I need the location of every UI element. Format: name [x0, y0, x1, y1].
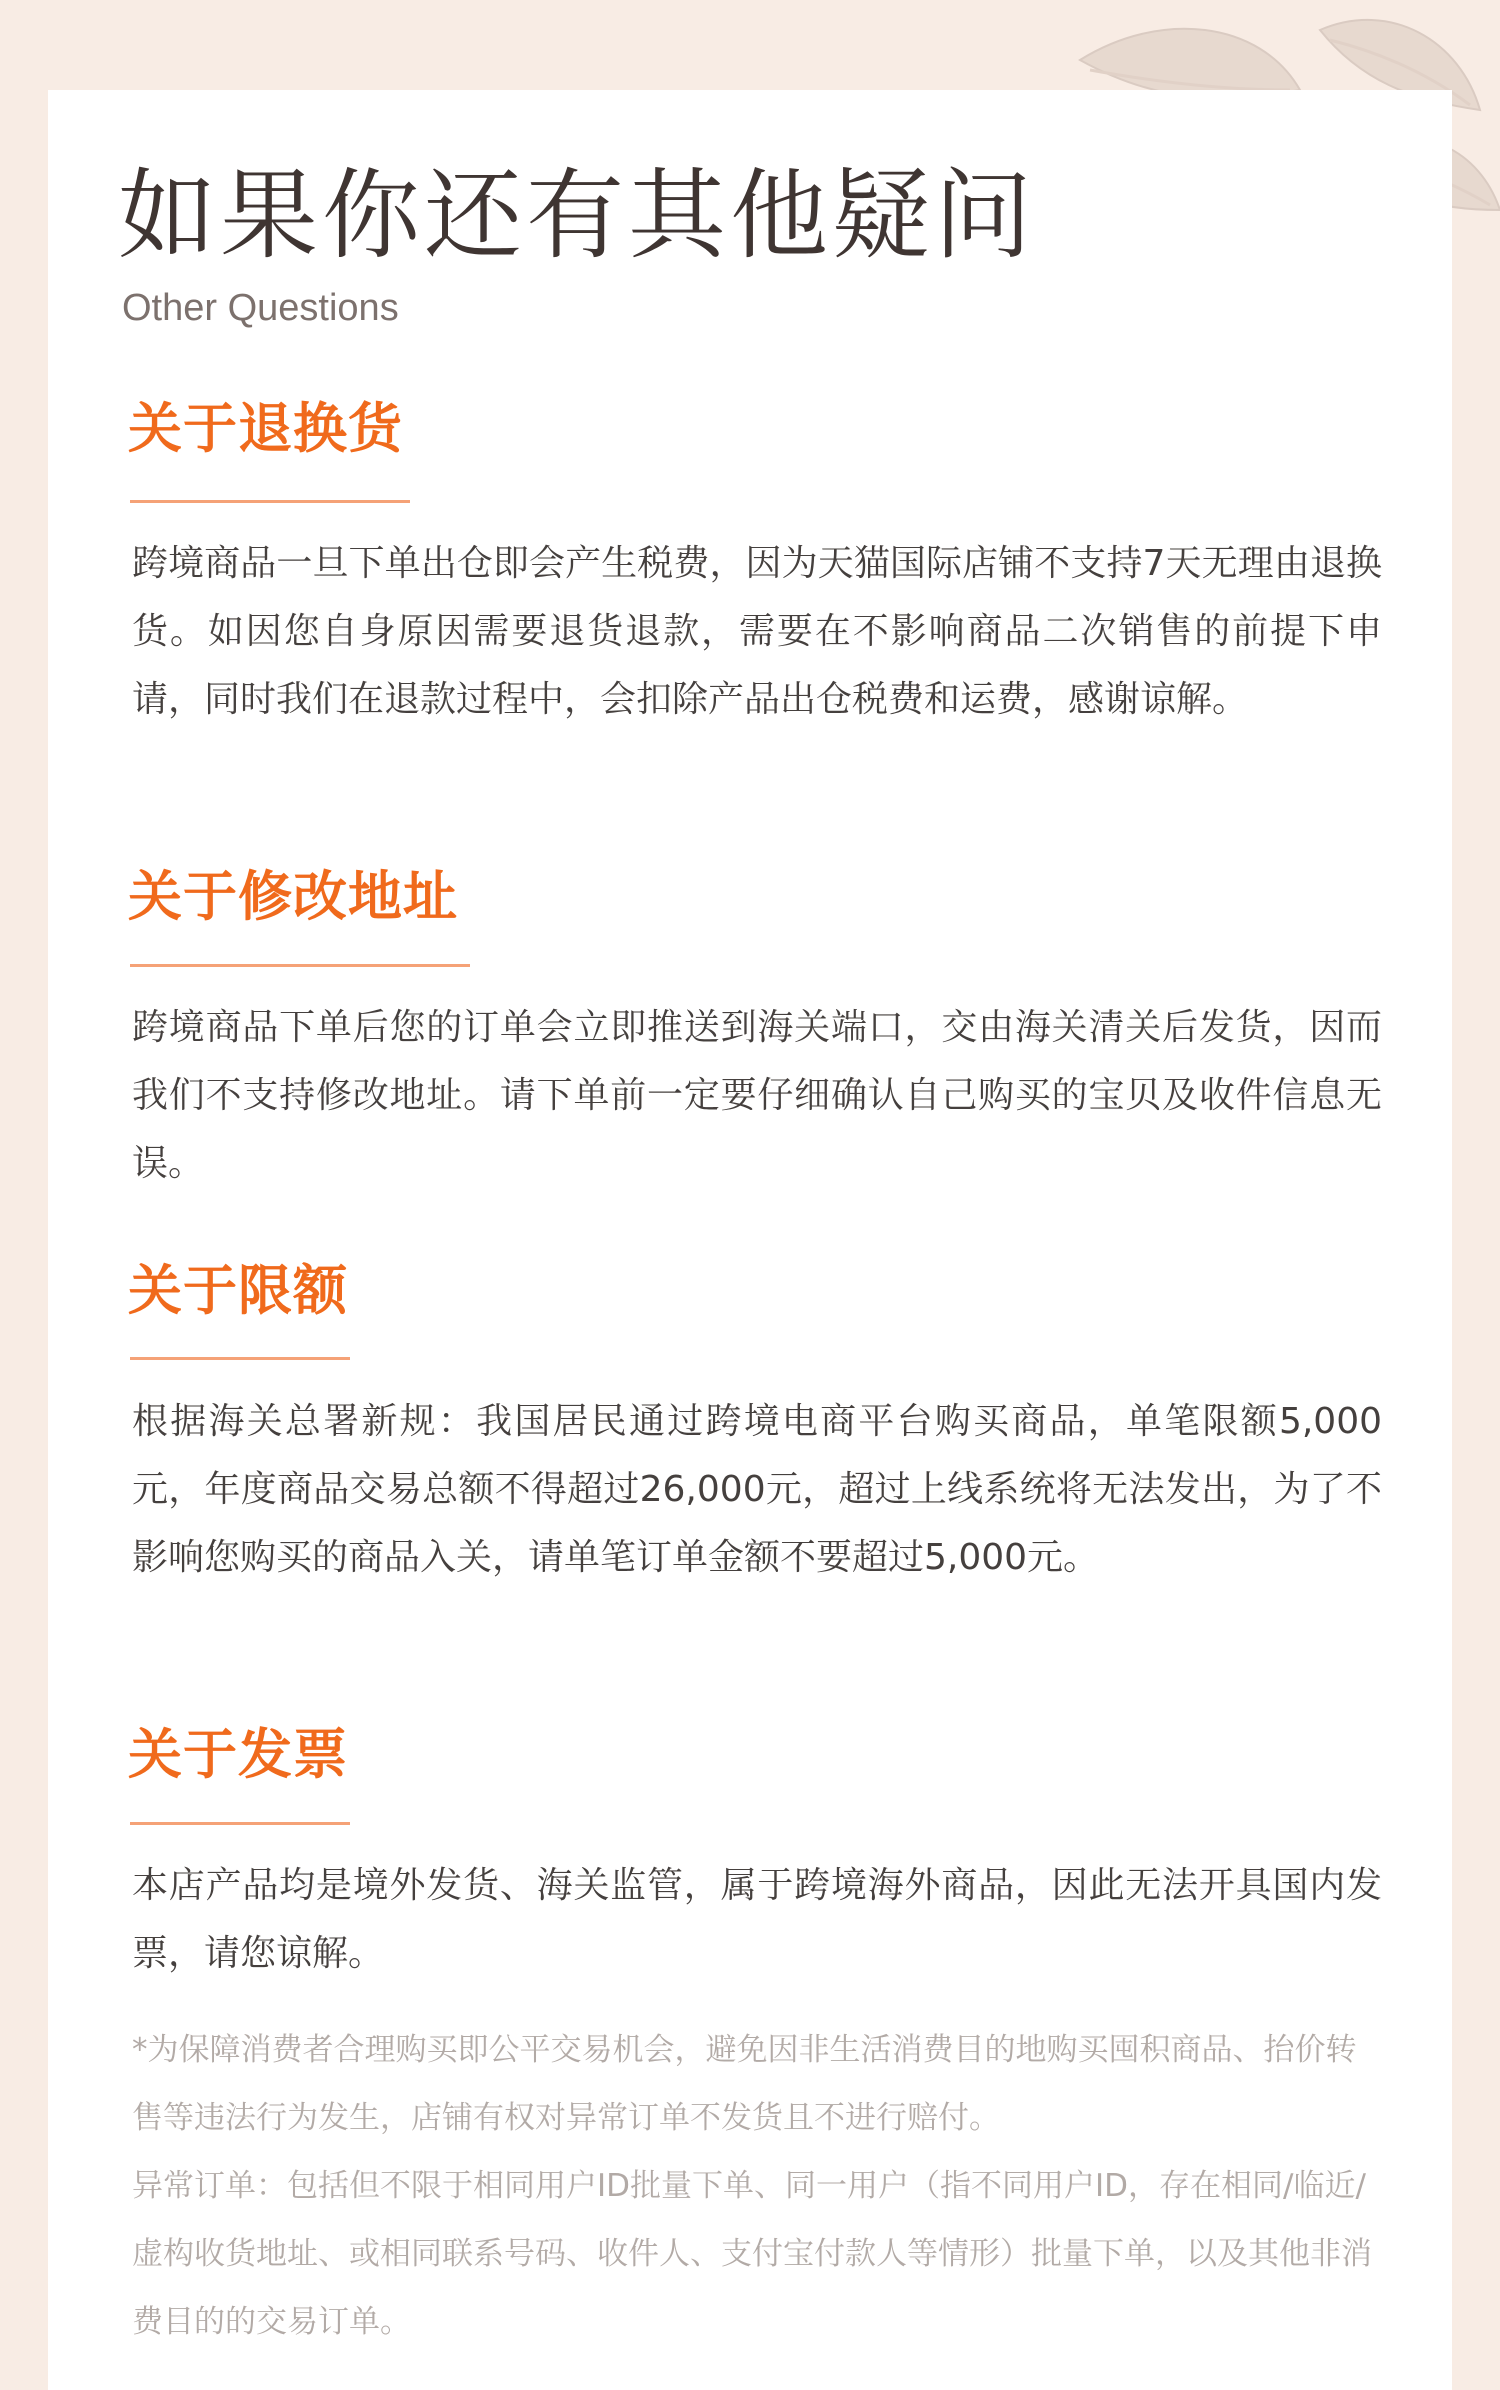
section-divider	[130, 964, 470, 967]
section-title-address: 关于修改地址	[128, 865, 458, 928]
faq-card	[48, 90, 1452, 2390]
section-title-returns: 关于退换货	[128, 397, 403, 460]
notice-footnote: *为保障消费者合理购买即公平交易机会，避免因非生活消费目的地购买囤积商品、抬价转售等违法行为发生，店铺有权对异常订单不发货且不进行赔付。	[132, 2032, 1357, 2136]
section-title-limit: 关于限额	[128, 1259, 348, 1322]
section-divider	[130, 1822, 350, 1825]
section-body-limit: 根据海关总署新规：我国居民通过跨境电商平台购买商品，单笔限额5,000元，年度商品交易总额不得超过26,000元，超过上线系统将无法发出，为了不影响您购买的商品入关，请单笔订单金额不要超过5,000元。	[132, 1401, 1382, 1578]
section-body-invoice: 本店产品均是境外发货、海关监管，属于跨境海外商品，因此无法开具国内发票，请您谅解。	[132, 1865, 1382, 1974]
section-body-address: 跨境商品下单后您的订单会立即推送到海关端口，交由海关清关后发货，因而我们不支持修改地址。请下单前一定要仔细确认自己购买的宝贝及收件信息无误。	[132, 1007, 1382, 1184]
section-body-returns: 跨境商品一旦下单出仓即会产生税费，因为天猫国际店铺不支持7天无理由退换货。如因您自身原因需要退货退款，需要在不影响商品二次销售的前提下申请，同时我们在退款过程中，会扣除产品出仓税费和运费，感谢谅解。	[132, 543, 1382, 720]
page-title: 如果你还有其他疑问	[118, 159, 1037, 273]
section-title-invoice: 关于发票	[128, 1723, 348, 1786]
page-subtitle: Other Questions	[122, 287, 399, 329]
section-divider	[130, 500, 410, 503]
section-divider	[130, 1357, 350, 1360]
abnormal-order-note: 异常订单：包括但不限于相同用户ID批量下单、同一用户（指不同用户ID，存在相同/临近/虚构收货地址、或相同联系号码、收件人、支付宝付款人等情形）批量下单，以及其他非消费目的的交易订单。	[132, 2168, 1372, 2340]
